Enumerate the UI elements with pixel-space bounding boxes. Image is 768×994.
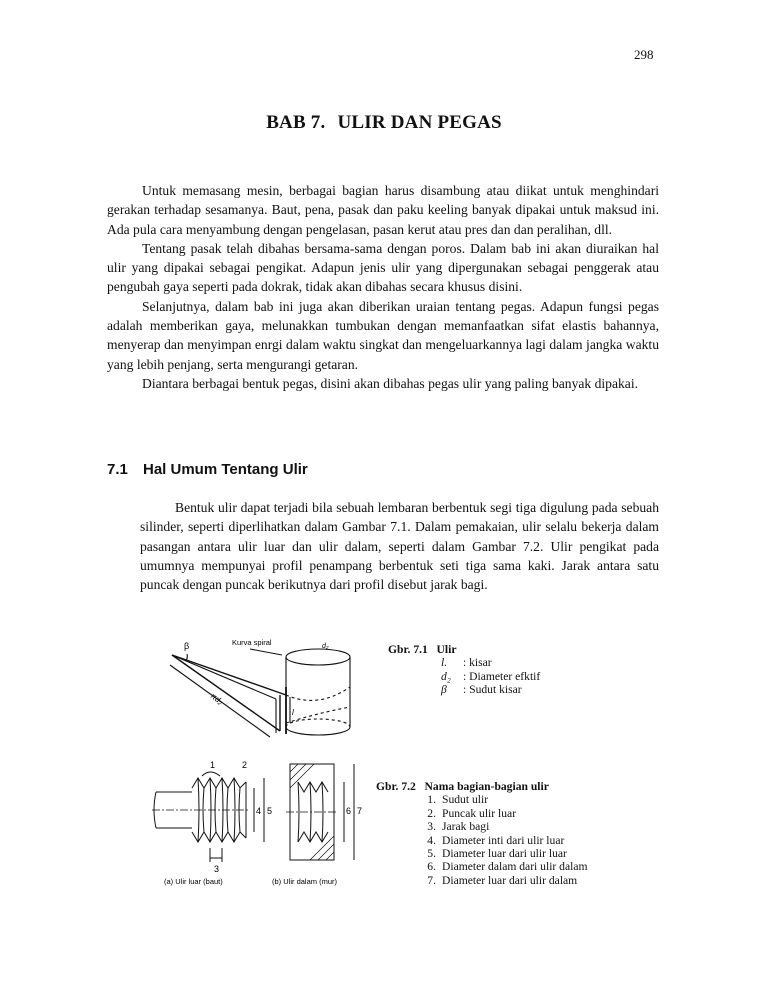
legend-symbol: d₂	[441, 669, 451, 683]
part-7-label: 7	[357, 806, 363, 816]
figure2-number: Gbr. 7.2	[376, 780, 416, 793]
part-6-label: 6	[346, 806, 352, 816]
figure-thread-helix	[150, 635, 360, 745]
lead-label: l	[292, 708, 294, 717]
list-item	[414, 807, 588, 820]
legend-symbol: β	[441, 683, 447, 697]
list-item-text: Jarak bagi	[442, 820, 490, 834]
chapter-label: BAB 7.	[266, 112, 326, 133]
d2-label: d₂	[322, 643, 329, 650]
part-5-label: 5	[267, 806, 273, 816]
section-paragraph: Bentuk ulir dapat terjadi bila sebuah lembaran berbentuk segi tiga digulung pada sebuah silinder, seperti diperlihatkan dalam Gambar 7.1. Dalam pemakaian, ulir selalu bekerja dalam pasangan antara ulir luar dan ulir dalam, seperti dalam Gambar 7.2. Ulir pengikat pada umumnya mempunyai profil penampang berbentuk seti tiga sama kaki. Jarak antara satu puncak dengan puncak berikutnya dari profil disebut jarak bagi.	[140, 500, 659, 593]
list-item	[414, 820, 588, 833]
list-item	[414, 874, 588, 887]
legend-row	[441, 656, 540, 669]
intro-paragraph: Untuk memasang mesin, berbagai bagian harus disambung atau diikat untuk menghindari gerakan terhadap sesamanya. Baut, pena, pasak dan paku keeling banyak dipakai untuk maksud ini. Ada pula cara menyambung dengan pengelasan, pasan kerut atau pres dan dan peralihan, dll.	[107, 183, 659, 237]
part-1-label: 1	[210, 760, 216, 770]
curve-label: Kurva spiral	[232, 638, 272, 647]
figure1-caption	[388, 643, 540, 697]
pid2-label: πd₂	[208, 691, 225, 707]
part-3-label: 3	[214, 864, 220, 874]
page-number: 298	[634, 47, 654, 62]
chapter-name: ULIR DAN PEGAS	[337, 112, 502, 133]
list-item-text: Diameter dalam dari ulir dalam	[442, 860, 588, 874]
intro-paragraph: Tentang pasak telah dibahas bersama-sama dengan poros. Dalam bab ini akan diuraikan hal ulir yang dipakai sebagai pengikat. Adapun jenis ulir yang dipergunakan sebagai penggerak atau pengubah gaya seperti pada dokrak, tidak akan dibahas secara khusus disini.	[107, 240, 659, 295]
figure1-number: Gbr. 7.1	[388, 643, 428, 656]
list-item-text: Diameter luar dari ulir luar	[442, 847, 567, 861]
chapter-title	[0, 112, 768, 134]
list-item	[414, 793, 588, 806]
figure1-legend	[441, 656, 540, 696]
figure2-title: Nama bagian-bagian ulir	[424, 780, 549, 793]
list-item	[414, 860, 588, 873]
legend-text: : Sudut kisar	[463, 683, 522, 697]
list-item-number: 7.	[427, 873, 436, 887]
intro-text	[107, 181, 659, 393]
list-item	[414, 834, 588, 847]
figure1-title: Ulir	[436, 643, 457, 656]
beta-label: β	[184, 641, 190, 651]
subfigure-a-label: (a) Ulir luar (baut)	[164, 877, 223, 886]
legend-text: : Diameter efktif	[463, 669, 541, 683]
legend-row	[441, 670, 540, 683]
legend-text: : kisar	[463, 656, 492, 670]
legend-symbol: l.	[441, 656, 448, 670]
list-item	[414, 847, 588, 860]
subfigure-b-label: (b) Ulir dalam (mur)	[272, 877, 338, 886]
part-2-label: 2	[242, 760, 248, 770]
intro-paragraph: Selanjutnya, dalam bab ini juga akan diberikan uraian tentang pegas. Adapun fungsi pegas adalah memberikan gaya, melunakkan tumbukan dengan memanfaatkan sifat elastis bahannya, menyerap dan menyimpan enrgi dalam waktu singkat dan mengeluarkannya lagi dalam jangka waktu yang lebih penjang, serta mengurangi getaran.	[107, 298, 659, 372]
list-item-number: 4.	[427, 833, 436, 847]
list-item-text: Diameter inti dari ulir luar	[442, 833, 565, 847]
section-body	[140, 498, 659, 594]
section-heading	[107, 461, 308, 478]
list-item-number: 5.	[427, 847, 436, 861]
list-item-number: 1.	[427, 793, 436, 807]
list-item-text: Sudut ulir	[442, 793, 489, 807]
legend-row	[441, 683, 540, 696]
part-4-label: 4	[256, 806, 262, 816]
figure2-caption	[376, 780, 588, 887]
list-item-number: 6.	[427, 860, 436, 874]
list-item-text: Diameter luar dari ulir dalam	[442, 873, 578, 887]
list-item-number: 3.	[427, 820, 436, 834]
figure2-list	[414, 793, 588, 887]
list-item-number: 2.	[427, 806, 436, 820]
section-number: 7.1	[107, 461, 128, 478]
section-title: Hal Umum Tentang Ulir	[143, 461, 308, 478]
intro-paragraph: Diantara berbagai bentuk pegas, disini akan dibahas pegas ulir yang paling banyak dipakai.	[142, 375, 639, 391]
figure-thread-parts	[150, 758, 375, 888]
list-item-text: Puncak ulir luar	[442, 806, 517, 820]
